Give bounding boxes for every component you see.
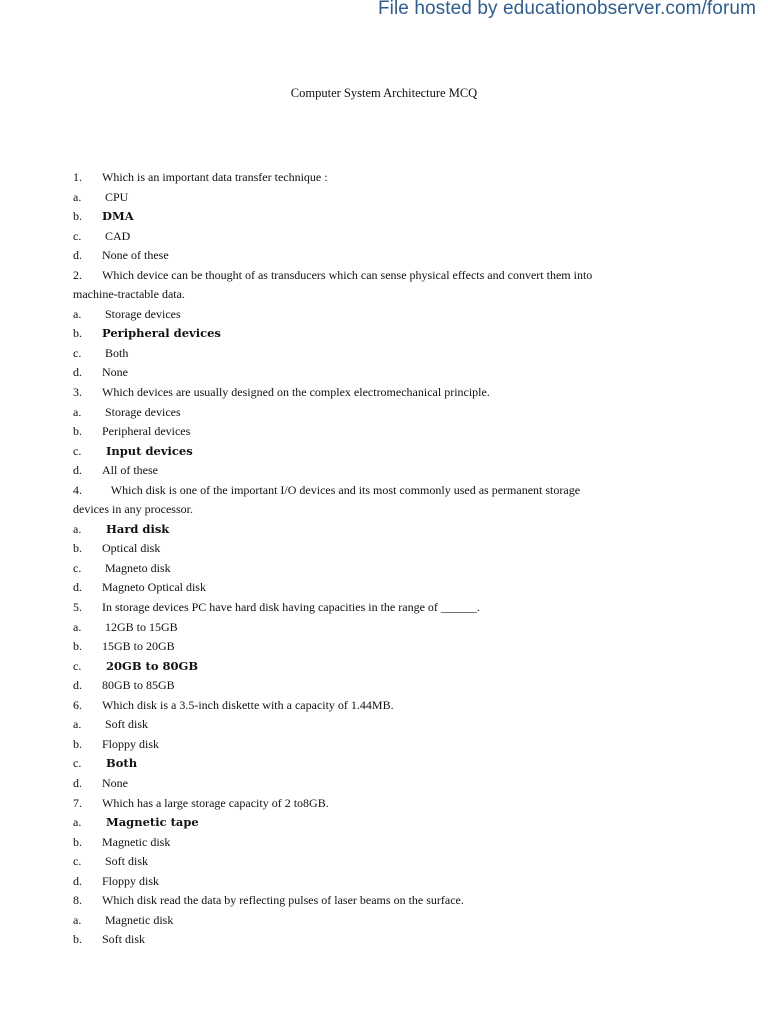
option-line — [73, 422, 673, 442]
mcq-list — [73, 168, 673, 950]
option-line — [73, 207, 673, 227]
item-label: a. — [73, 521, 82, 536]
item-text: None — [102, 775, 128, 790]
item-text: CPU — [102, 189, 129, 204]
item-text: None — [102, 365, 128, 380]
question-line — [73, 481, 673, 501]
item-label: b. — [73, 424, 82, 439]
item-label: a. — [73, 404, 82, 419]
item-text: Soft disk — [102, 854, 149, 869]
option-line — [73, 227, 673, 247]
item-text: Both — [102, 345, 129, 360]
item-label: a. — [73, 815, 82, 830]
item-text: Soft disk — [102, 717, 149, 732]
item-text: Which devices are usually designed on the complex electromechanical principle. — [102, 385, 490, 400]
item-label: 2. — [73, 267, 82, 282]
item-text: Magneto disk — [102, 560, 171, 575]
question-line — [73, 891, 673, 911]
item-label: 1. — [73, 170, 82, 184]
item-label: 4. — [73, 482, 82, 497]
item-label: c. — [73, 443, 82, 458]
option-line — [73, 578, 673, 598]
correct-answer-text: Magnetic tape — [102, 815, 199, 830]
option-line — [73, 618, 673, 638]
item-label: 7. — [73, 795, 82, 810]
item-text: None of these — [102, 248, 169, 263]
item-text: In storage devices PC have hard disk having capacities in the range of ______. — [102, 600, 480, 615]
question-line — [73, 794, 673, 814]
item-label: c. — [73, 756, 82, 771]
item-label: d. — [73, 775, 82, 790]
item-text: Storage devices — [102, 404, 181, 419]
option-line — [73, 715, 673, 735]
item-label: d. — [73, 678, 82, 693]
page-title: Computer System Architecture MCQ — [290, 86, 478, 100]
option-line — [73, 559, 673, 579]
item-text: Soft disk — [102, 932, 146, 947]
item-label: c. — [73, 854, 82, 869]
item-text: Storage devices — [102, 306, 181, 321]
question-line — [73, 266, 673, 286]
option-line — [73, 246, 673, 266]
item-label: a. — [73, 619, 82, 634]
option-line — [73, 305, 673, 325]
item-label: b. — [73, 639, 82, 654]
item-text: All of these — [102, 463, 158, 478]
item-text: Which disk is one of the important I/O devices and its most commonly used as permanent storage — [102, 482, 581, 497]
option-line — [73, 754, 673, 774]
watermark-banner: File hosted by educationobserver.com/forum — [377, 0, 756, 19]
option-line — [73, 852, 673, 872]
item-label: d. — [73, 463, 82, 478]
item-text: Magneto Optical disk — [102, 580, 206, 595]
correct-answer-text: 20GB to 80GB — [102, 658, 199, 673]
item-text: 12GB to 15GB — [102, 619, 178, 634]
option-line — [73, 833, 673, 853]
option-line — [73, 324, 673, 344]
item-label: c. — [73, 560, 82, 575]
question-line — [73, 598, 673, 618]
option-line — [73, 676, 673, 696]
correct-answer-text: Peripheral devices — [102, 326, 221, 341]
item-label: d. — [73, 365, 82, 380]
question-continuation: devices in any processor. — [73, 502, 193, 517]
option-line — [73, 930, 673, 950]
item-text: Peripheral devices — [102, 424, 191, 439]
item-text: Which device can be thought of as transducers which can sense physical effects and convert them into — [102, 267, 593, 282]
item-label: 3. — [73, 385, 82, 400]
question-line — [73, 168, 673, 188]
item-text: CAD — [102, 228, 131, 243]
item-label: d. — [73, 248, 82, 263]
question-continuation: machine-tractable data. — [73, 287, 185, 302]
option-line — [73, 344, 673, 364]
item-label: 6. — [73, 697, 82, 712]
item-label: b. — [73, 932, 82, 947]
option-line — [73, 735, 673, 755]
item-label: d. — [73, 873, 82, 888]
item-label: 5. — [73, 600, 82, 615]
item-label: c. — [73, 228, 82, 243]
option-line — [73, 911, 673, 931]
option-line — [73, 774, 673, 794]
item-label: b. — [73, 326, 82, 341]
item-text: Which disk read the data by reflecting pulses of laser beams on the surface. — [102, 893, 464, 908]
item-label: b. — [73, 834, 82, 849]
question-line — [73, 696, 673, 716]
option-line — [73, 637, 673, 657]
item-text: Floppy disk — [102, 873, 160, 888]
option-line — [73, 539, 673, 559]
correct-answer-text: Hard disk — [102, 521, 170, 536]
item-label: a. — [73, 912, 82, 927]
item-text: Which has a large storage capacity of 2 to8GB. — [102, 795, 329, 810]
option-line — [73, 403, 673, 423]
item-label: a. — [73, 717, 82, 732]
option-line — [73, 813, 673, 833]
option-line — [73, 442, 673, 462]
item-text: 15GB to 20GB — [102, 639, 175, 654]
option-line — [73, 461, 673, 481]
option-line — [73, 657, 673, 677]
correct-answer-text: Both — [102, 756, 138, 771]
item-label: a. — [73, 306, 82, 321]
item-label: d. — [73, 580, 82, 595]
option-line — [73, 188, 673, 208]
item-text: Which is an important data transfer technique : — [102, 170, 328, 184]
item-label: b. — [73, 541, 82, 556]
item-text: Optical disk — [102, 541, 161, 556]
item-text: Which disk is a 3.5-inch diskette with a capacity of 1.44MB. — [102, 697, 394, 712]
option-line — [73, 520, 673, 540]
item-text: Magnetic disk — [102, 834, 171, 849]
item-label: c. — [73, 345, 82, 360]
item-label: b. — [73, 736, 82, 751]
item-label: a. — [73, 189, 82, 204]
item-text: 80GB to 85GB — [102, 678, 175, 693]
option-line — [73, 872, 673, 892]
item-text: Magnetic disk — [102, 912, 174, 927]
item-label: c. — [73, 658, 82, 673]
item-label: b. — [73, 209, 82, 224]
item-label: 8. — [73, 893, 82, 908]
correct-answer-text: DMA — [102, 209, 134, 224]
item-text: Floppy disk — [102, 736, 160, 751]
option-line — [73, 363, 673, 383]
question-line — [73, 383, 673, 403]
correct-answer-text: Input devices — [102, 443, 193, 458]
